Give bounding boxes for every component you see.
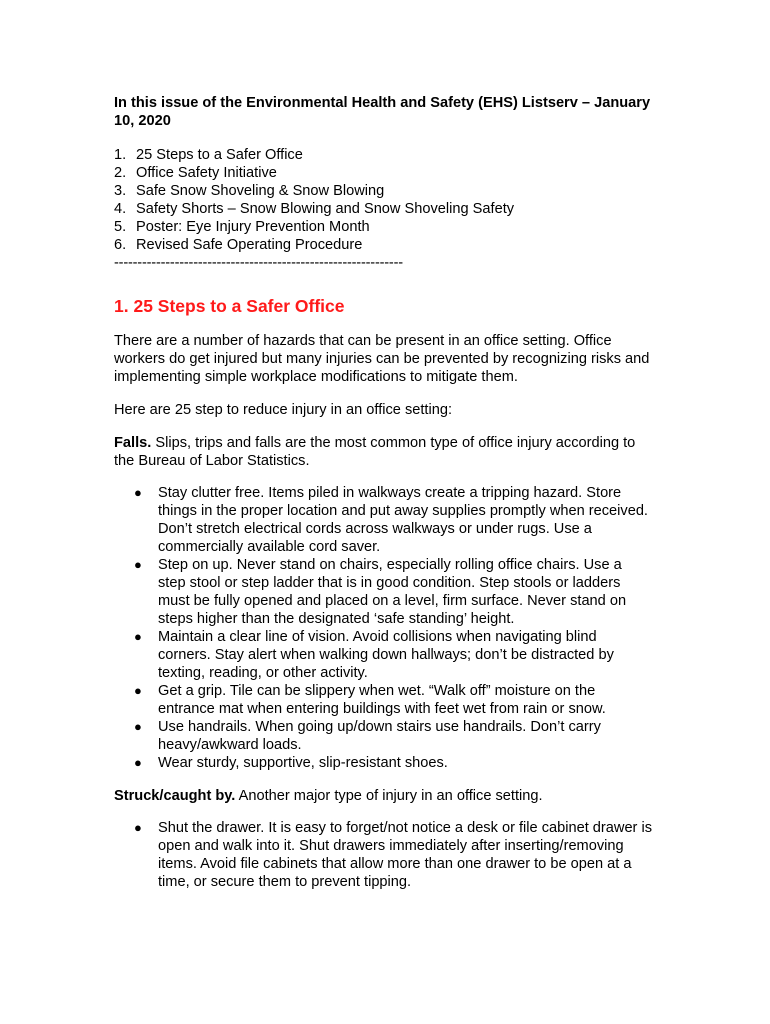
toc-item: [114, 182, 659, 200]
falls-label: Falls.: [114, 435, 152, 451]
toc-item: [114, 218, 659, 236]
list-item: [134, 628, 659, 682]
toc-text: Revised Safe Operating Procedure: [136, 237, 363, 253]
bullet-icon: ●: [134, 485, 142, 500]
struck-label: Struck/caught by.: [114, 788, 236, 804]
falls-paragraph: [114, 434, 659, 470]
document-page: [114, 94, 659, 891]
toc-number: 2.: [114, 165, 127, 181]
toc-item: [114, 236, 659, 254]
bullet-text: Get a grip. Tile can be slippery when wet. “Walk off” moisture on the entrance mat when entering buildings with feet wet from rain or snow.: [158, 683, 606, 717]
list-item: [134, 556, 659, 628]
bullet-icon: ●: [134, 820, 142, 835]
toc-item: [114, 200, 659, 218]
toc-number: 4.: [114, 201, 127, 217]
bullet-text: Use handrails. When going up/down stairs use handrails. Don’t carry heavy/awkward loads.: [158, 719, 601, 753]
toc-number: 3.: [114, 183, 127, 199]
toc-text: Safety Shorts – Snow Blowing and Snow Shoveling Safety: [136, 201, 515, 217]
toc-text: Office Safety Initiative: [136, 165, 277, 181]
bullet-text: Step on up. Never stand on chairs, especially rolling office chairs. Use a step stool or step ladder that is in good condition. Step stools or ladders must be fully opened and placed on a level, firm surface. Never stand on steps higher than the designated ‘safe standing’ height.: [158, 557, 627, 627]
bullet-icon: ●: [134, 755, 142, 770]
toc-text: 25 Steps to a Safer Office: [136, 147, 303, 163]
bullet-text: Stay clutter free. Items piled in walkways create a tripping hazard. Store things in the proper location and put away supplies promptly when received. Don’t stretch electrical cords across walkways or under rugs. Use a commercially available cord saver.: [158, 485, 648, 555]
bullet-icon: ●: [134, 719, 142, 734]
bullet-icon: ●: [134, 629, 142, 644]
toc-item: [114, 146, 659, 164]
bullet-icon: ●: [134, 557, 142, 572]
bullet-text: Wear sturdy, supportive, slip-resistant shoes.: [158, 755, 448, 771]
intro-paragraph: There are a number of hazards that can be present in an office setting. Office workers do get injured but many injuries can be prevented by recognizing risks and implementing simple workplace modifications to mitigate them.: [114, 333, 650, 385]
dashed-divider: --------------------------------------------------------------: [114, 255, 403, 271]
list-item: [134, 754, 659, 772]
toc-item: [114, 164, 659, 182]
list-item: [134, 718, 659, 754]
struck-text: Another major type of injury in an office setting.: [235, 788, 543, 804]
list-item: [134, 484, 659, 556]
toc-text: Safe Snow Shoveling & Snow Blowing: [136, 183, 385, 199]
falls-bullet-list: [114, 484, 659, 772]
list-item: [134, 819, 659, 891]
list-item: [134, 682, 659, 718]
struck-paragraph: [114, 787, 659, 805]
bullet-text: Maintain a clear line of vision. Avoid collisions when navigating blind corners. Stay alert when walking down hallways; don’t be distracted by texting, reading, or other activity.: [158, 629, 614, 681]
bullet-icon: ●: [134, 683, 142, 698]
toc-number: 6.: [114, 237, 127, 253]
struck-bullet-list: [114, 819, 659, 891]
falls-text: Slips, trips and falls are the most common type of office injury according to the Bureau of Labor Statistics.: [114, 435, 636, 469]
toc-number: 1.: [114, 147, 127, 163]
toc-number: 5.: [114, 219, 127, 235]
steps-paragraph: Here are 25 step to reduce injury in an office setting:: [114, 402, 453, 418]
table-of-contents: [114, 146, 659, 254]
toc-text: Poster: Eye Injury Prevention Month: [136, 219, 370, 235]
section-title: 1. 25 Steps to a Safer Office: [114, 296, 345, 316]
issue-heading: In this issue of the Environmental Health and Safety (EHS) Listserv – January 10, 2020: [114, 95, 651, 129]
bullet-text: Shut the drawer. It is easy to forget/not notice a desk or file cabinet drawer is open and walk into it. Shut drawers immediately after inserting/removing items. Avoid file cabinets that allow more than one drawer to be open at a time, or secure them to prevent tipping.: [158, 820, 653, 890]
